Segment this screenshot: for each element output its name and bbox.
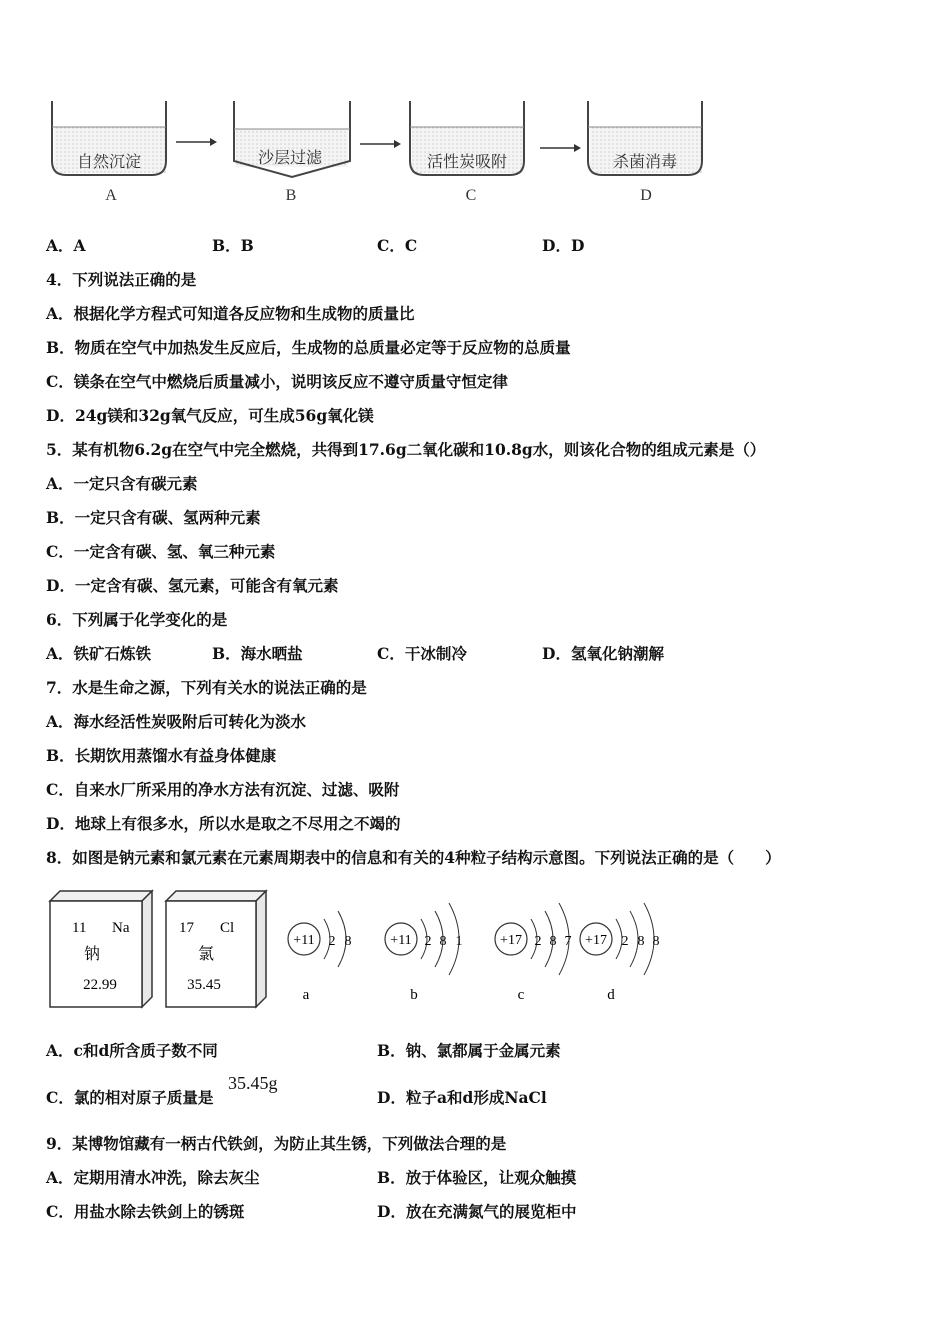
electron-count: 2	[328, 934, 336, 949]
q5-option-a[interactable]: A．一定只含有碳元素	[46, 474, 198, 493]
q6-stem: 6．下列属于化学变化的是	[46, 610, 228, 629]
q5-stem: 5．某有机物6.2g在空气中完全燃烧，共得到17.6g二氧化碳和10.8g水，则该化合物的组成元素是（）	[46, 440, 766, 459]
q6-option-b[interactable]: B．海水晒盐	[212, 644, 303, 663]
q9-option-a[interactable]: A．定期用清水冲洗，除去灰尘	[46, 1168, 260, 1187]
electron-count: 2	[621, 934, 629, 949]
q7-option-d[interactable]: D．地球上有很多水，所以水是取之不尽用之不竭的	[46, 814, 401, 833]
tank-d	[588, 101, 702, 204]
particle-a	[288, 911, 352, 1003]
q3-option-a[interactable]: A．A	[46, 236, 86, 255]
q3-option-b[interactable]: B．B	[212, 236, 254, 255]
particle-label: d	[607, 987, 615, 1003]
electron-count: 8	[344, 934, 352, 949]
q4-option-c[interactable]: C．镁条在空气中燃烧后质量减小，说明该反应不遵守质量守恒定律	[46, 372, 508, 391]
q5-option-d[interactable]: D．一定含有碳、氢元素，可能含有氧元素	[46, 576, 339, 595]
periodic-cell-cl	[166, 891, 266, 1007]
tank-c	[410, 101, 524, 204]
particle-label: b	[410, 987, 418, 1003]
q9-option-d[interactable]: D．放在充满氮气的展览柜中	[377, 1202, 577, 1221]
electron-count: 2	[424, 934, 432, 949]
electron-count: 2	[534, 934, 542, 949]
q4-option-d[interactable]: D．24g镁和32g氧气反应，可生成56g氧化镁	[46, 406, 374, 425]
q6-option-d[interactable]: D．氢氧化钠潮解	[542, 644, 664, 663]
electron-count: 8	[549, 934, 557, 949]
atomic-mass: 35.45	[187, 977, 221, 993]
q8-option-a[interactable]: A．c和d所含质子数不同	[46, 1041, 218, 1060]
nucleus-charge: +11	[293, 933, 315, 948]
q9-option-b[interactable]: B．放于体验区，让观众触摸	[377, 1168, 577, 1187]
element-name: 钠	[83, 946, 101, 963]
q7-stem: 7．水是生命之源，下列有关水的说法正确的是	[46, 678, 367, 697]
tank-label: 杀菌消毒	[612, 152, 678, 171]
element-symbol: Na	[112, 920, 130, 936]
q7-option-b[interactable]: B．长期饮用蒸馏水有益身体健康	[46, 746, 277, 765]
q7-option-c[interactable]: C．自来水厂所采用的净水方法有沉淀、过滤、吸附	[46, 780, 400, 799]
tank-label: 活性炭吸附	[426, 152, 508, 171]
periodic-cell-na	[50, 891, 152, 1007]
q9-option-c[interactable]: C．用盐水除去铁剑上的锈斑	[46, 1202, 245, 1221]
arrow-icon	[176, 138, 217, 146]
q4-option-b[interactable]: B．物质在空气中加热发生反应后，生成物的总质量必定等于反应物的总质量	[46, 338, 571, 357]
particle-c	[495, 903, 572, 1003]
tank-letter: C	[465, 187, 477, 204]
water-purification-diagram	[40, 95, 720, 210]
q3-option-d[interactable]: D．D	[542, 236, 585, 255]
atomic-number: 17	[179, 920, 194, 936]
q8-option-b[interactable]: B．钠、氯都属于金属元素	[377, 1041, 561, 1060]
q6-option-c[interactable]: C．干冰制冷	[377, 644, 467, 663]
particle-label: c	[517, 987, 525, 1003]
atomic-number: 11	[72, 920, 87, 936]
q5-option-b[interactable]: B．一定只含有碳、氢两种元素	[46, 508, 261, 527]
tank-label: 沙层过滤	[257, 148, 323, 167]
tank-letter: B	[285, 187, 297, 204]
q3-option-c[interactable]: C．C	[377, 236, 418, 255]
tank-letter: D	[640, 187, 652, 204]
nucleus-charge: +11	[390, 933, 412, 948]
electron-count: 1	[455, 934, 463, 949]
particle-b	[385, 903, 463, 1003]
electron-count: 7	[564, 934, 572, 949]
particle-label: a	[302, 987, 310, 1003]
electron-count: 8	[439, 934, 447, 949]
element-name: 氯	[197, 946, 215, 963]
particle-d	[580, 903, 660, 1003]
q8-option-c-text: C．氯的相对原子质量是	[46, 1088, 214, 1107]
q8-option-c[interactable]	[46, 1088, 213, 1108]
q9-stem: 9．某博物馆藏有一柄古代铁剑，为防止其生锈，下列做法合理的是	[46, 1134, 507, 1153]
q8-option-d[interactable]: D．粒子a和d形成NaCl	[377, 1088, 547, 1107]
tank-a	[52, 101, 166, 204]
q4-option-a[interactable]: A．根据化学方程式可知道各反应物和生成物的质量比	[46, 304, 415, 323]
q7-option-a[interactable]: A．海水经活性炭吸附后可转化为淡水	[46, 712, 307, 731]
atomic-mass: 22.99	[83, 977, 117, 993]
tank-letter: A	[105, 187, 117, 204]
nucleus-charge: +17	[585, 933, 607, 948]
q8-stem: 8．如图是钠元素和氯元素在元素周期表中的信息和有关的4种粒子结构示意图。下列说法正确的是（ ）	[46, 848, 781, 867]
tank-b	[234, 101, 350, 204]
electron-count: 8	[637, 934, 645, 949]
q4-stem: 4．下列说法正确的是	[46, 270, 197, 289]
arrow-icon	[360, 140, 401, 148]
arrow-icon	[540, 144, 581, 152]
nucleus-charge: +17	[500, 933, 522, 948]
q8-option-c-value: 35.45g	[228, 1073, 278, 1093]
q6-option-a[interactable]: A．铁矿石炼铁	[46, 644, 152, 663]
element-symbol: Cl	[220, 920, 235, 936]
q5-option-c[interactable]: C．一定含有碳、氢、氧三种元素	[46, 542, 276, 561]
q8-figure	[44, 885, 674, 1015]
electron-count: 8	[652, 934, 660, 949]
tank-label: 自然沉淀	[76, 152, 142, 171]
